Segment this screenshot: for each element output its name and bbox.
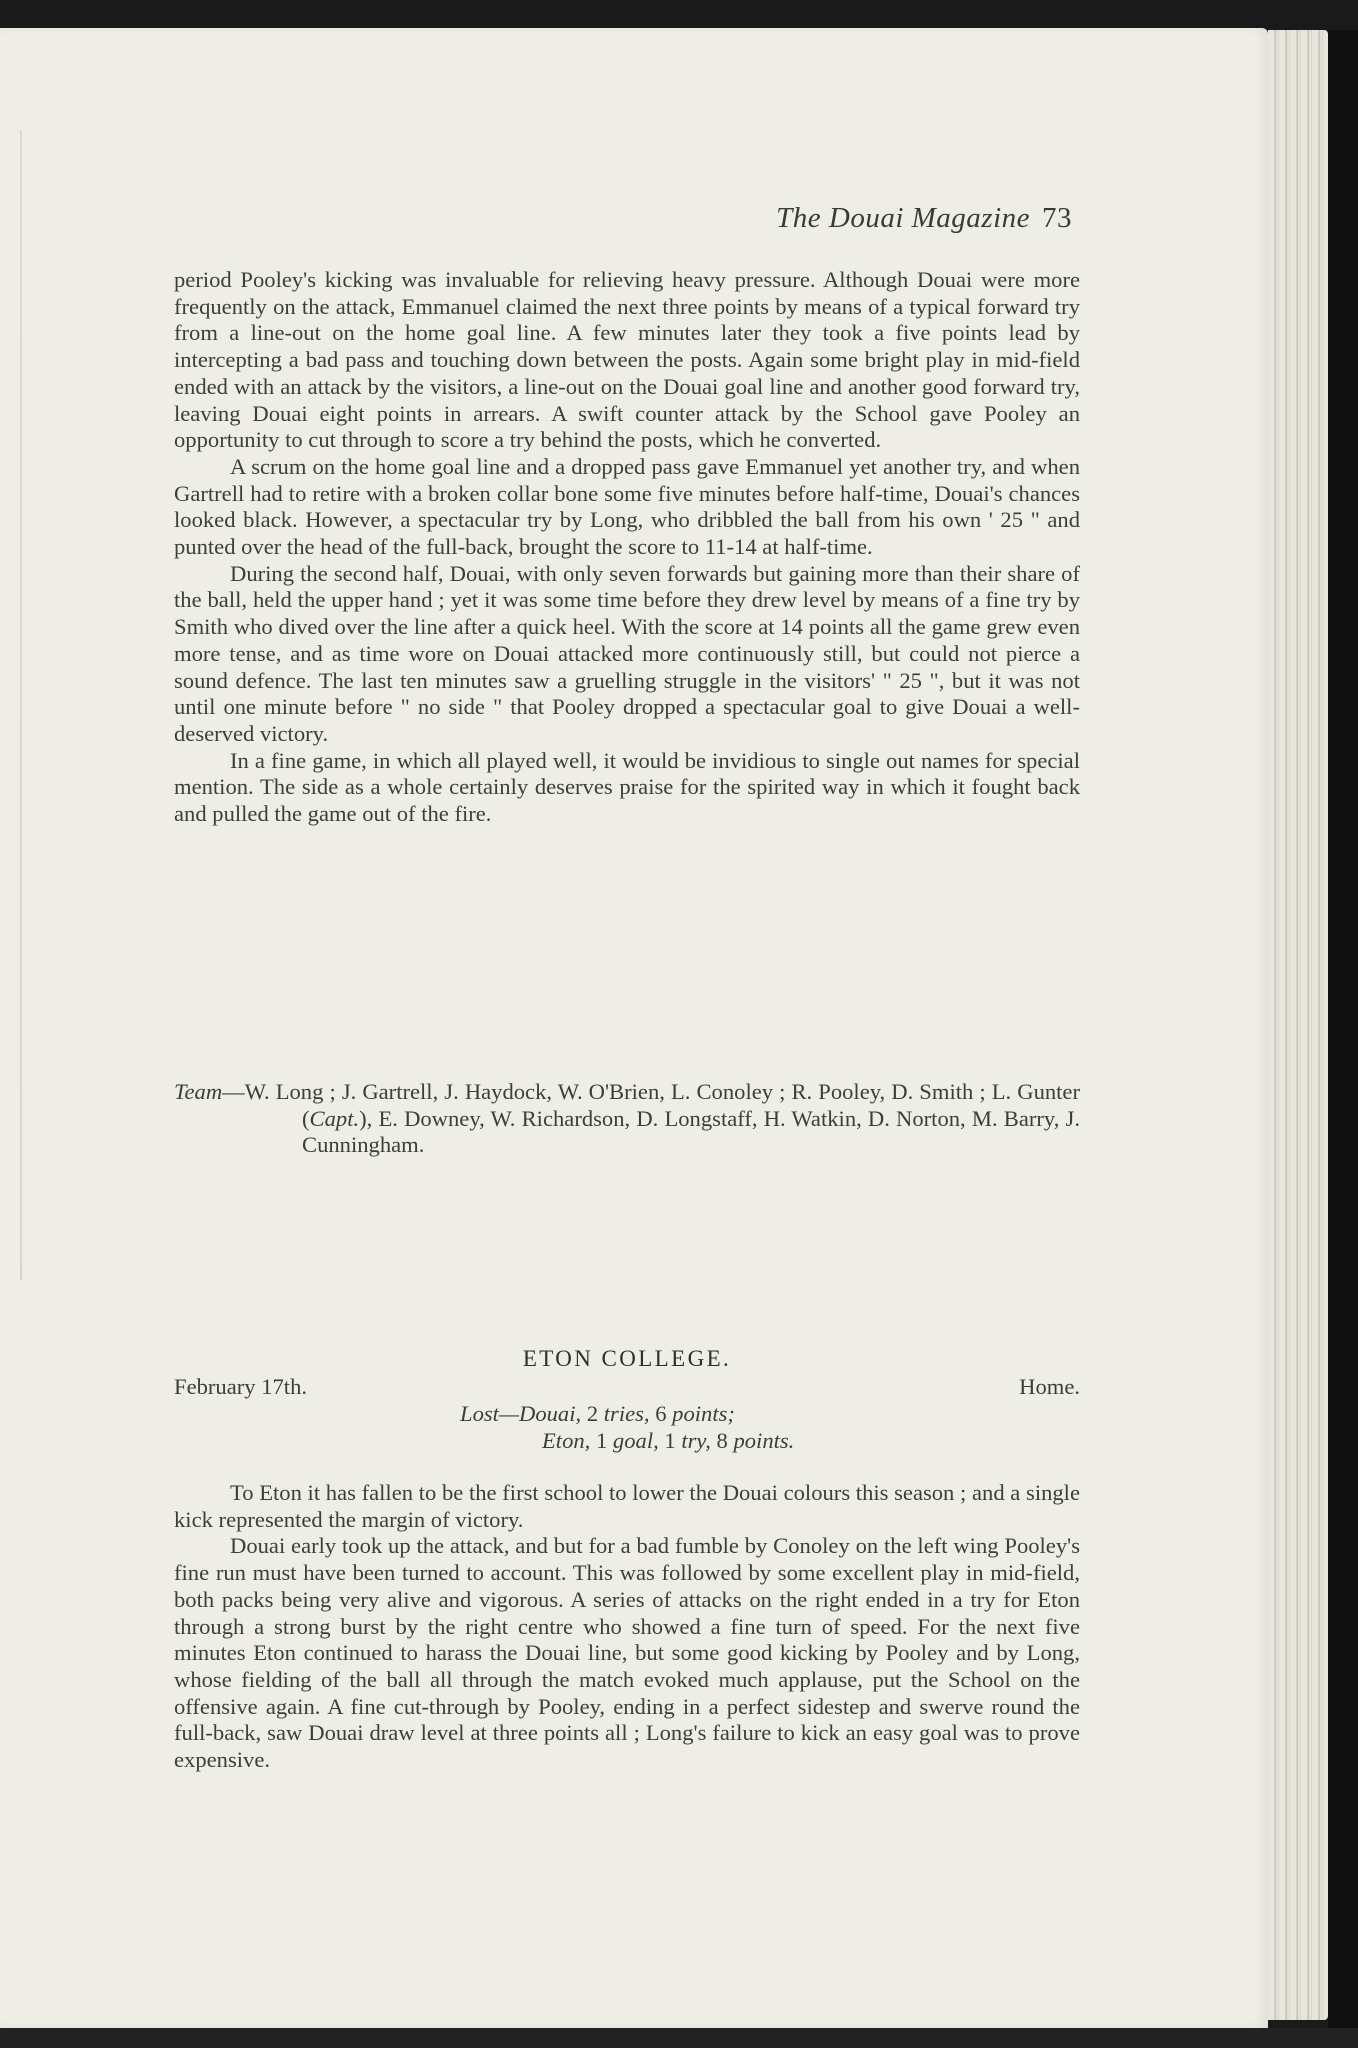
- team-players: W. Long ; J. Gartrell, J. Haydock, W. O'Brien, L. Conoley ; R. Pooley, D. Smith ; L. Gunter (: [244, 1079, 1080, 1131]
- result-eton: Eton, 1 goal, 1 try, 8 points.: [542, 1428, 795, 1453]
- captain-mark: Capt.: [309, 1105, 360, 1131]
- book-binding: [1328, 30, 1358, 2048]
- running-header: [700, 202, 1072, 235]
- page-number: 73: [1042, 202, 1072, 234]
- gutter-shadow: [20, 130, 22, 1280]
- report-paragraph: During the second half, Douai, with only seven forwards but gaining more than their share of the ball, held the upper hand ; yet it was some time before they drew level by means of a fine try by Smith who dived over the line after a quick heel. With the score at 14 points all the game grew even more tense, and as time wore on Douai attacked more continuously still, but could not pierce a sound defence. The last ten minutes saw a gruelling struggle in the visitors' " 25 ", but it was not until one minute before " no side " that Pooley dropped a spectacular goal to give Douai a well-deserved victory.: [174, 560, 1080, 746]
- match-result: [460, 1400, 794, 1454]
- match-report-continued: [174, 267, 1080, 828]
- match-date: February 17th.: [174, 1374, 308, 1399]
- team-players-rest: ), E. Downey, W. Richardson, D. Longstaff, H. Watkin, D. Norton, M. Barry, J. Cunningham.: [302, 1105, 1080, 1158]
- report-paragraph: A scrum on the home goal line and a dropped pass gave Emmanuel yet another try, and when Gartrell had to retire with a broken collar bone some five minutes before half-time, Douai's chances looked black. However, a spectacular try by Long, who dribbled the ball from his own ' 25 " and punted over the head of the full-back, brought the score to 11-14 at half-time.: [174, 453, 1080, 560]
- scan-background-bottom: [0, 2028, 1358, 2048]
- page-edges: [1268, 30, 1328, 2020]
- report-paragraph: period Pooley's kicking was invaluable for relieving heavy pressure. Although Douai were more frequently on the attack, Emmanuel claimed the next three points by means of a typical forward try from a line-out on the home goal line. A few minutes later they took a five points lead by intercepting a bad pass and touching down between the posts. Again some bright play in mid-field ended with an attack by the visitors, a line-out on the Douai goal line and another good forward try, leaving Douai eight points in arrears. A swift counter attack by the School gave Pooley an opportunity to cut through to score a try behind the posts, which he converted.: [174, 267, 1080, 453]
- result-douai: Lost—Douai, 2 tries, 6 points;: [460, 1401, 735, 1426]
- team-dash: —: [222, 1079, 245, 1104]
- section-title: ETON COLLEGE.: [522, 1346, 732, 1371]
- eton-match-report: [174, 1480, 1080, 1774]
- team-list: [174, 1079, 1080, 1159]
- report-paragraph: In a fine game, in which all played well, it would be invidious to single out names for special mention. The side as a whole certainly deserves praise for the spirited way in which it fought back and pulled the game out of the fire.: [174, 747, 1080, 827]
- report-paragraph: Douai early took up the attack, and but for a bad fumble by Conoley on the left wing Pooley's fine run must have been turned to account. This was followed by some excellent play in mid-field, both packs being very alive and vigorous. A series of attacks on the right ended in a try for Eton through a strong burst by the right centre who showed a fine turn of speed. For the next five minutes Eton continued to harass the Douai line, but some good kicking by Pooley and by Long, whose fielding of the ball all through the match evoked much applause, put the School on the offensive again. A fine cut-through by Pooley, ending in a perfect sidestep and swerve round the full-back, saw Douai draw level at three points all ; Long's failure to kick an easy goal was to prove expensive.: [174, 1533, 1080, 1773]
- match-venue: Home.: [1019, 1374, 1080, 1399]
- scan-background-top: [0, 0, 1358, 30]
- team-label: Team: [174, 1079, 223, 1104]
- magazine-title: The Douai Magazine: [776, 202, 1030, 234]
- report-paragraph: To Eton it has fallen to be the first school to lower the Douai colours this season ; and a single kick represented the margin of victory.: [174, 1480, 1080, 1532]
